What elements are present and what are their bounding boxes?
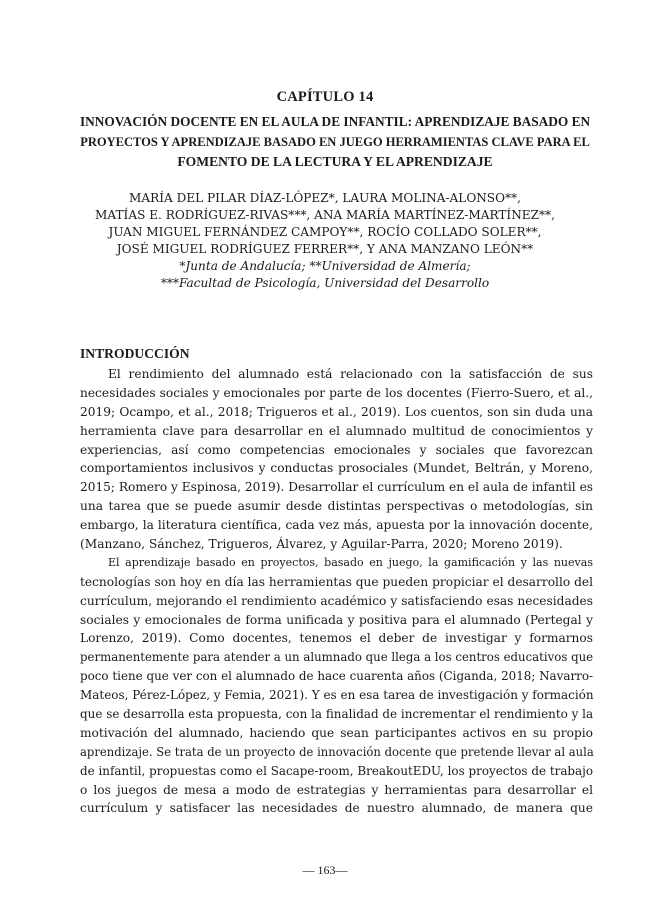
text-line: embargo, la literatura científica, cada vez más, apuesta por la innovación docente, — [80, 518, 593, 533]
text-line: El aprendizaje basado en proyectos, basado en juego, la gamificación y las nuevas — [108, 555, 593, 569]
text-line: que se desarrolla esta propuesta, con la finalidad de incrementar el rendimiento y la — [80, 707, 594, 722]
text-line: motivación del alumnado, haciendo que sean participantes activos en su propio — [80, 725, 593, 740]
author-line: MATÍAS E. RODRÍGUEZ-RIVAS***, ANA MARÍA MARTÍNEZ-MARTÍNEZ**, — [95, 208, 555, 222]
text-line: (Manzano, Sánchez, Trigueros, Álvarez, y Aguilar-Parra, 2020; Moreno 2019). — [80, 537, 563, 552]
title-line: PROYECTOS Y APRENDIZAJE BASADO EN JUEGO HERRAMIENTAS CLAVE PARA EL — [80, 135, 590, 149]
affiliation-line: ***Facultad de Psicología, Universidad del Desarrollo — [160, 276, 490, 290]
text-line: aprendizaje. Se trata de un proyecto de innovación docente que pretende llevar al aula — [80, 744, 594, 759]
title-line: FOMENTO DE LA LECTURA Y EL APRENDIZAJE — [177, 154, 493, 169]
text-line: permanentemente para atender a un alumnado que llega a los centros educativos que — [80, 650, 594, 665]
affiliation-line: *Junta de Andalucía; **Universidad de Almería; — [179, 259, 471, 273]
text-line: sociales y emocionales de forma unificada y positiva para el alumnado (Pertegal y — [80, 612, 593, 627]
chapter-heading: CAPÍTULO 14 — [276, 89, 374, 105]
text-line: necesidades sociales y emocionales por parte de los docentes (Fierro-Suero, et al., — [80, 385, 593, 400]
title-line: INNOVACIÓN DOCENTE EN EL AULA DE INFANTIL: APRENDIZAJE BASADO EN — [80, 114, 591, 129]
chapter-title — [80, 112, 590, 172]
text-line: Lorenzo, 2019). Como docentes, tenemos el deber de investigar y formarnos — [80, 631, 593, 646]
text-line: comportamientos inclusivos y conductas prosociales (Mundet, Beltrán, y Moreno, — [80, 461, 593, 476]
text-line: currículum y satisfacer las necesidades de nuestro alumnado, de manera que — [80, 801, 593, 816]
text-line: o los juegos de mesa a modo de estrategias y herramientas para desarrollar el — [80, 782, 593, 797]
authors-block — [60, 190, 590, 292]
text-line: tecnologías son hoy en día las herramientas que pueden propiciar el desarrollo del — [80, 574, 593, 589]
text-line: 2019; Ocampo, et al., 2018; Trigueros et al., 2019). Los cuentos, son sin duda una — [80, 404, 593, 419]
text-line: poco tiene que ver con el alumnado de hace cuarenta años (Ciganda, 2018; Navarro- — [80, 669, 593, 684]
text-line: de infantil, propuestas como el Sacape-room, BreakoutEDU, los proyectos de trabajo — [80, 763, 593, 778]
author-line: JOSÉ MIGUEL RODRÍGUEZ FERRER**, Y ANA MANZANO LEÓN** — [116, 242, 534, 256]
paragraph-1 — [80, 365, 593, 554]
text-line: Mateos, Pérez-López, y Femia, 2021). Y es en esa tarea de investigación y formación — [80, 688, 594, 703]
body-text — [80, 365, 593, 818]
paragraph-2 — [80, 554, 593, 818]
section-heading: INTRODUCCIÓN — [80, 346, 190, 361]
page-number: — 163— — [302, 863, 348, 877]
text-line: una tarea que se puede asumir desde distintas perspectivas o metodologías, sin — [80, 499, 593, 514]
text-line: experiencias, así como competencias emocionales y sociales que favorezcan — [80, 442, 593, 457]
text-line: El rendimiento del alumnado está relacionado con la satisfacción de sus — [108, 367, 593, 381]
text-line: currículum, mejorando el rendimiento académico y satisfaciendo esas necesidades — [80, 593, 593, 608]
author-line: JUAN MIGUEL FERNÁNDEZ CAMPOY**, ROCÍO COLLADO SOLER**, — [108, 225, 542, 239]
author-line: MARÍA DEL PILAR DÍAZ-LÓPEZ*, LAURA MOLINA-ALONSO**, — [129, 191, 521, 205]
text-line: herramienta clave para desarrollar en el alumnado multitud de conocimientos y — [80, 423, 593, 438]
text-line: 2015; Romero y Espinosa, 2019). Desarrollar el currículum en el aula de infantil es — [80, 480, 593, 495]
